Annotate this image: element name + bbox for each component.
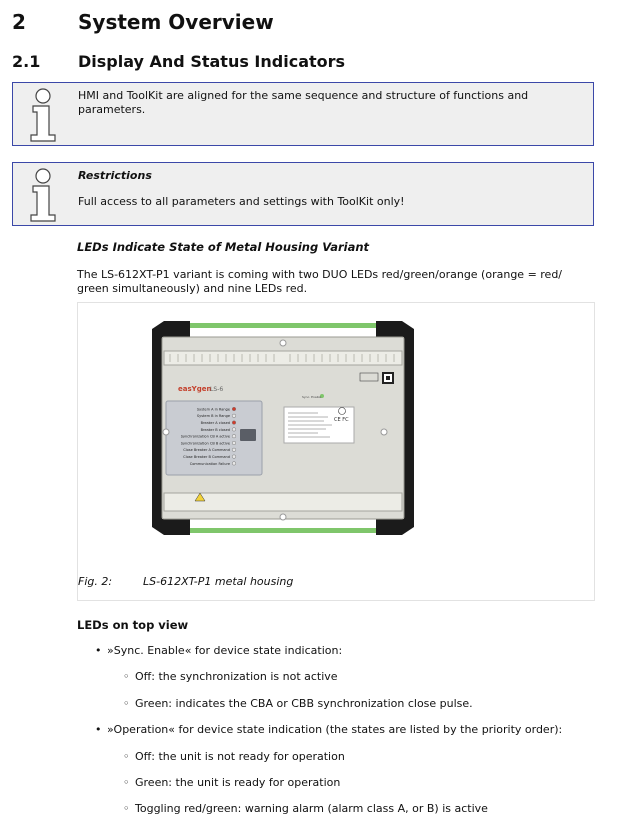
section-heading [12,10,274,34]
note-text: HMI and ToolKit are aligned for the same sequence and structure of functions and parameters. [78,89,529,116]
mount-hole [280,514,286,520]
subsection-heading [12,52,345,71]
sub-list-item: ◦ Green: the unit is ready for operation [123,776,341,789]
status-led [232,462,236,466]
brand-logo: easYgen [178,385,212,393]
status-led [232,414,236,418]
leds-paragraph: The LS-612XT-P1 variant is coming with two DUO LEDs red/green/orange (orange = red/ green simultaneously) and nine LEDs red. [77,268,563,295]
led-label-1: System B in Range [196,414,230,419]
led-label-5: Synchronization CB B active [180,441,230,446]
terminal-strip-top [170,323,404,328]
sub-list-item: ◦ Toggling red/green: warning alarm (alarm class A, or B) is active [123,802,488,815]
info-icon [27,87,57,143]
section-title: System Overview [78,10,274,34]
led-label-2: Breaker A closed [200,421,230,425]
leds-heading: LEDs Indicate State of Metal Housing Variant [77,240,370,254]
figure-box [77,302,595,601]
status-led [232,407,236,411]
note-title: Restrictions [78,169,152,182]
mount-hole [163,429,169,435]
sub-list-item: ◦ Off: the synchronization is not active [123,670,338,683]
status-led [232,448,236,452]
terminal-block-top [164,351,402,365]
info-note [12,82,594,146]
qr-code-dot [386,376,390,380]
ce-mark: CE FC [334,417,349,423]
status-led [232,434,236,438]
mount-hole [381,429,387,435]
led-label-3: Breaker B closed [200,427,230,432]
status-led [232,421,236,425]
info-icon [27,167,57,223]
sub-list-item: ◦ Off: the unit is not ready for operation [123,750,345,763]
led-label-8: Communication Failure [189,461,230,466]
led-label-6: Close Breaker A Command [183,448,230,453]
led-label-0: System A in Range [196,407,230,412]
restrictions-note [12,162,594,226]
top-view-heading: LEDs on top view [77,618,189,632]
note-text: Full access to all parameters and settings with ToolKit only! [78,195,405,208]
list-item: • »Sync. Enable« for device state indication: [95,644,343,657]
led-label-4: Synchronization CB A active [180,434,230,439]
status-led [232,428,236,432]
mount-hole [280,340,286,346]
subsection-number: 2.1 [12,52,41,71]
model-logo: LS-6 [210,386,224,393]
led-label-7: Close Breaker B Command [183,455,230,459]
sub-list-item: ◦ Green: indicates the CBA or CBB synchronization close pulse. [123,697,473,710]
terminal-strip-bottom [170,528,404,533]
figure-label: Fig. 2: [78,575,113,588]
device-image [150,317,416,539]
section-number: 2 [12,10,26,34]
sync-enable-led-label: Sync. Enable [302,395,322,399]
subsection-title: Display And Status Indicators [78,52,346,71]
status-led [232,441,236,445]
status-led [232,455,236,459]
figure-caption: LS-612XT-P1 metal housing [143,575,294,588]
list-item: • »Operation« for device state indication (the states are listed by the priority order): [95,723,563,736]
panel-connector [240,429,256,441]
